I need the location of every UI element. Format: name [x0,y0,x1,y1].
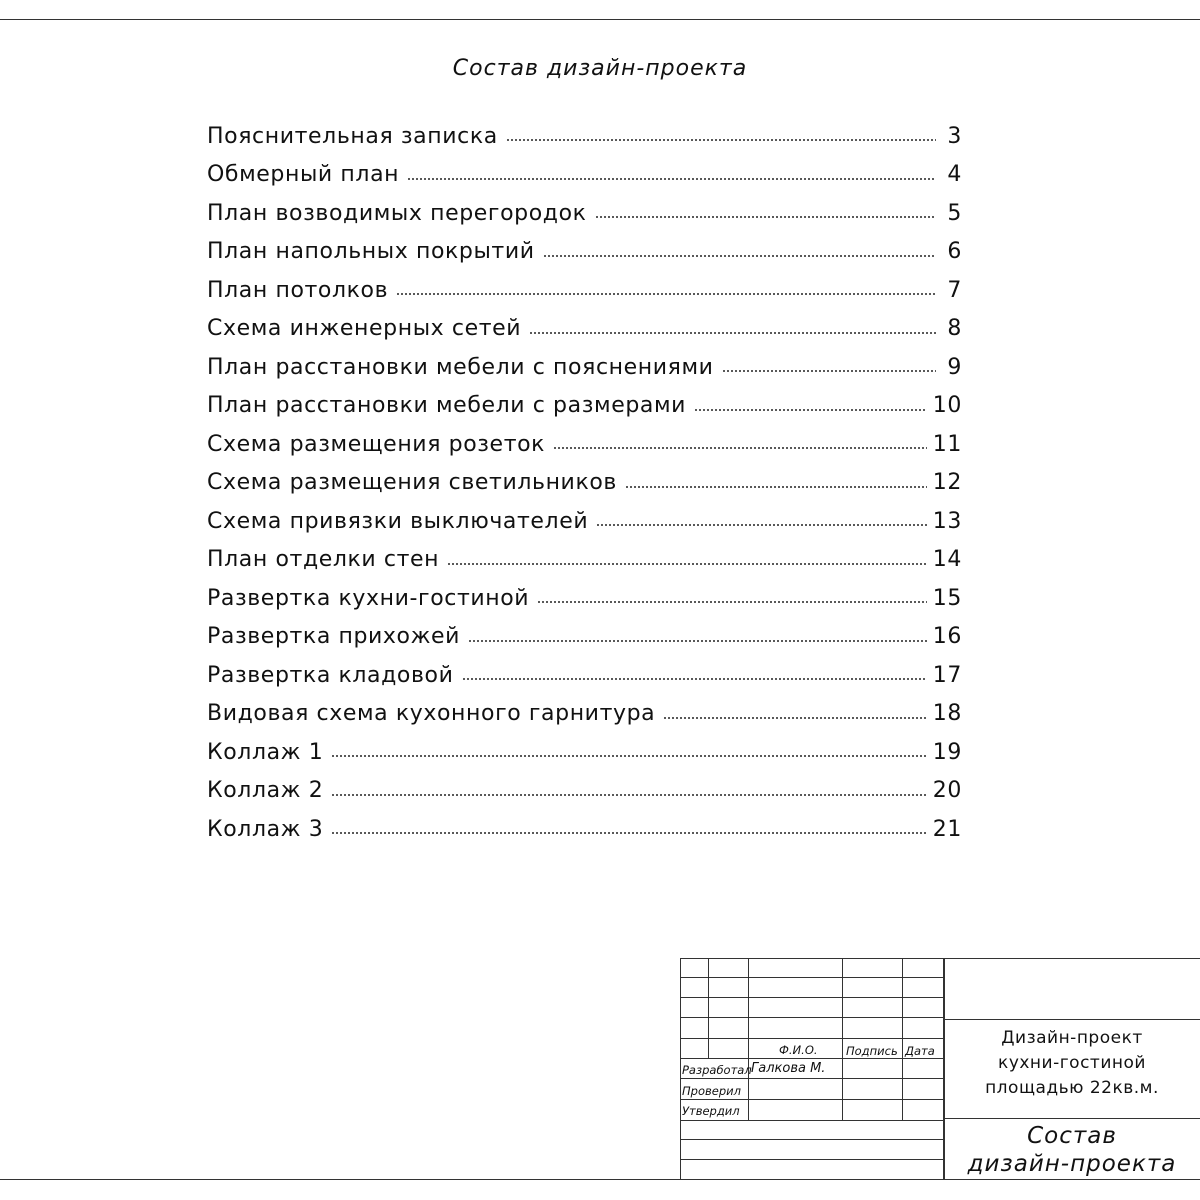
toc-item [207,541,962,580]
toc-item-title: План расстановки мебели с пояснениями [207,354,714,380]
grid-vline [842,958,843,1120]
toc-item-title: Коллаж 1 [207,739,324,765]
toc-item-page: 8 [947,316,962,342]
grid-hline [680,1099,943,1100]
toc-item-title: Схема размещения светильников [207,470,617,496]
toc-item-page: 21 [932,816,962,842]
toc-item-leader-dots [595,216,936,218]
toc-item-leader-dots [331,832,927,834]
toc-item-leader-dots [529,332,936,334]
toc-item-leader-dots [407,178,936,180]
toc-item [207,156,962,195]
toc-item [207,810,962,849]
page-title: Состав дизайн-проекта [452,56,748,81]
toc-item-page: 17 [932,662,962,688]
toc-item-leader-dots [596,524,927,526]
toc-item-page: 18 [932,701,962,727]
sheet-title [944,1122,1200,1178]
toc-item-page: 19 [932,739,962,765]
grid-hline [680,1078,943,1079]
toc-item-leader-dots [331,794,927,796]
toc-item-page: 11 [932,431,962,457]
toc-item-title: План напольных покрытий [207,239,535,265]
toc-item [207,271,962,310]
toc-item-leader-dots [694,409,927,411]
toc-item [207,772,962,811]
toc-item-page: 7 [947,277,962,303]
toc-item-leader-dots [462,678,927,680]
toc-item [207,117,962,156]
developed-label: Разработал [682,1063,752,1077]
title-block-project-line [943,1019,1200,1020]
title-block-sheet-line [943,1118,1200,1119]
toc-item-page: 12 [932,470,962,496]
grid-hline [680,1017,943,1018]
toc-item [207,656,962,695]
toc-item [207,310,962,349]
project-line-1: Дизайн-проект [1001,1028,1143,1048]
toc-item-page: 14 [932,547,962,573]
frame-top-border [0,19,1200,20]
toc-item-leader-dots [543,255,936,257]
toc-item-title: Схема привязки выключателей [207,508,589,534]
grid-vline [902,958,903,1120]
header-signature: Подпись [846,1044,898,1058]
toc-item-leader-dots [396,293,936,295]
toc-item-title: Развертка кладовой [207,662,454,688]
toc-item-page: 20 [932,778,962,804]
grid-hline [680,1120,943,1121]
toc-item-title: Видовая схема кухонного гарнитура [207,701,656,727]
toc-item-leader-dots [722,370,936,372]
toc-item-page: 10 [932,393,962,419]
header-fio: Ф.И.О. [779,1043,818,1057]
toc-item [207,425,962,464]
grid-hline [680,1159,943,1160]
toc-item-title: Обмерный план [207,162,400,188]
toc-item-title: Схема инженерных сетей [207,316,522,342]
toc-item [207,348,962,387]
table-of-contents [207,117,962,849]
toc-item-page: 15 [932,585,962,611]
toc-item-leader-dots [506,139,936,141]
project-name [944,1026,1200,1101]
toc-item-leader-dots [553,447,927,449]
toc-item [207,464,962,503]
title-block-left-line [680,958,681,1180]
toc-item-title: Развертка прихожей [207,624,461,650]
project-line-2: кухни-гостиной [998,1053,1146,1073]
grid-hline [680,1038,943,1039]
toc-item-title: План отделки стен [207,547,440,573]
toc-item [207,502,962,541]
toc-item-page: 4 [947,162,962,188]
toc-item [207,733,962,772]
toc-item [207,695,962,734]
toc-item-page: 9 [947,354,962,380]
toc-item-page: 13 [932,508,962,534]
toc-item-title: План потолков [207,277,389,303]
toc-item-leader-dots [447,563,927,565]
toc-item-leader-dots [625,486,927,488]
title-block-top-line [680,958,1200,959]
toc-item-title: План возводимых перегородок [207,200,587,226]
toc-item-title: Развертка кухни-гостиной [207,585,530,611]
checked-label: Проверил [682,1084,741,1098]
grid-hline [680,1139,943,1140]
toc-item-leader-dots [537,601,927,603]
title-block [680,958,1200,1180]
toc-item [207,618,962,657]
grid-vline [748,958,749,1120]
toc-item-page: 5 [947,200,962,226]
sheet-title-line-1: Состав [1027,1123,1117,1149]
sheet-title-line-2: дизайн-проекта [967,1151,1177,1177]
grid-hline [680,1058,943,1059]
toc-item-page: 6 [947,239,962,265]
toc-item-title: Коллаж 3 [207,816,324,842]
toc-item [207,579,962,618]
frame-bottom-border [0,1179,1200,1180]
toc-item-title: Коллаж 2 [207,778,324,804]
toc-item-leader-dots [331,755,927,757]
toc-item-title: Схема размещения розеток [207,431,546,457]
header-date: Дата [905,1044,935,1058]
toc-item-title: План расстановки мебели с размерами [207,393,687,419]
grid-hline [680,997,943,998]
toc-item [207,233,962,272]
approved-label: Утвердил [682,1104,740,1118]
toc-item-leader-dots [663,717,927,719]
toc-item [207,194,962,233]
toc-item-leader-dots [468,640,927,642]
toc-item-page: 3 [947,123,962,149]
toc-item [207,387,962,426]
toc-item-title: Пояснительная записка [207,123,498,149]
developer-name: Галкова М. [751,1061,826,1076]
toc-item-page: 16 [932,624,962,650]
project-line-3: площадью 22кв.м. [985,1078,1159,1098]
grid-vline [708,958,709,1058]
grid-hline [680,977,943,978]
